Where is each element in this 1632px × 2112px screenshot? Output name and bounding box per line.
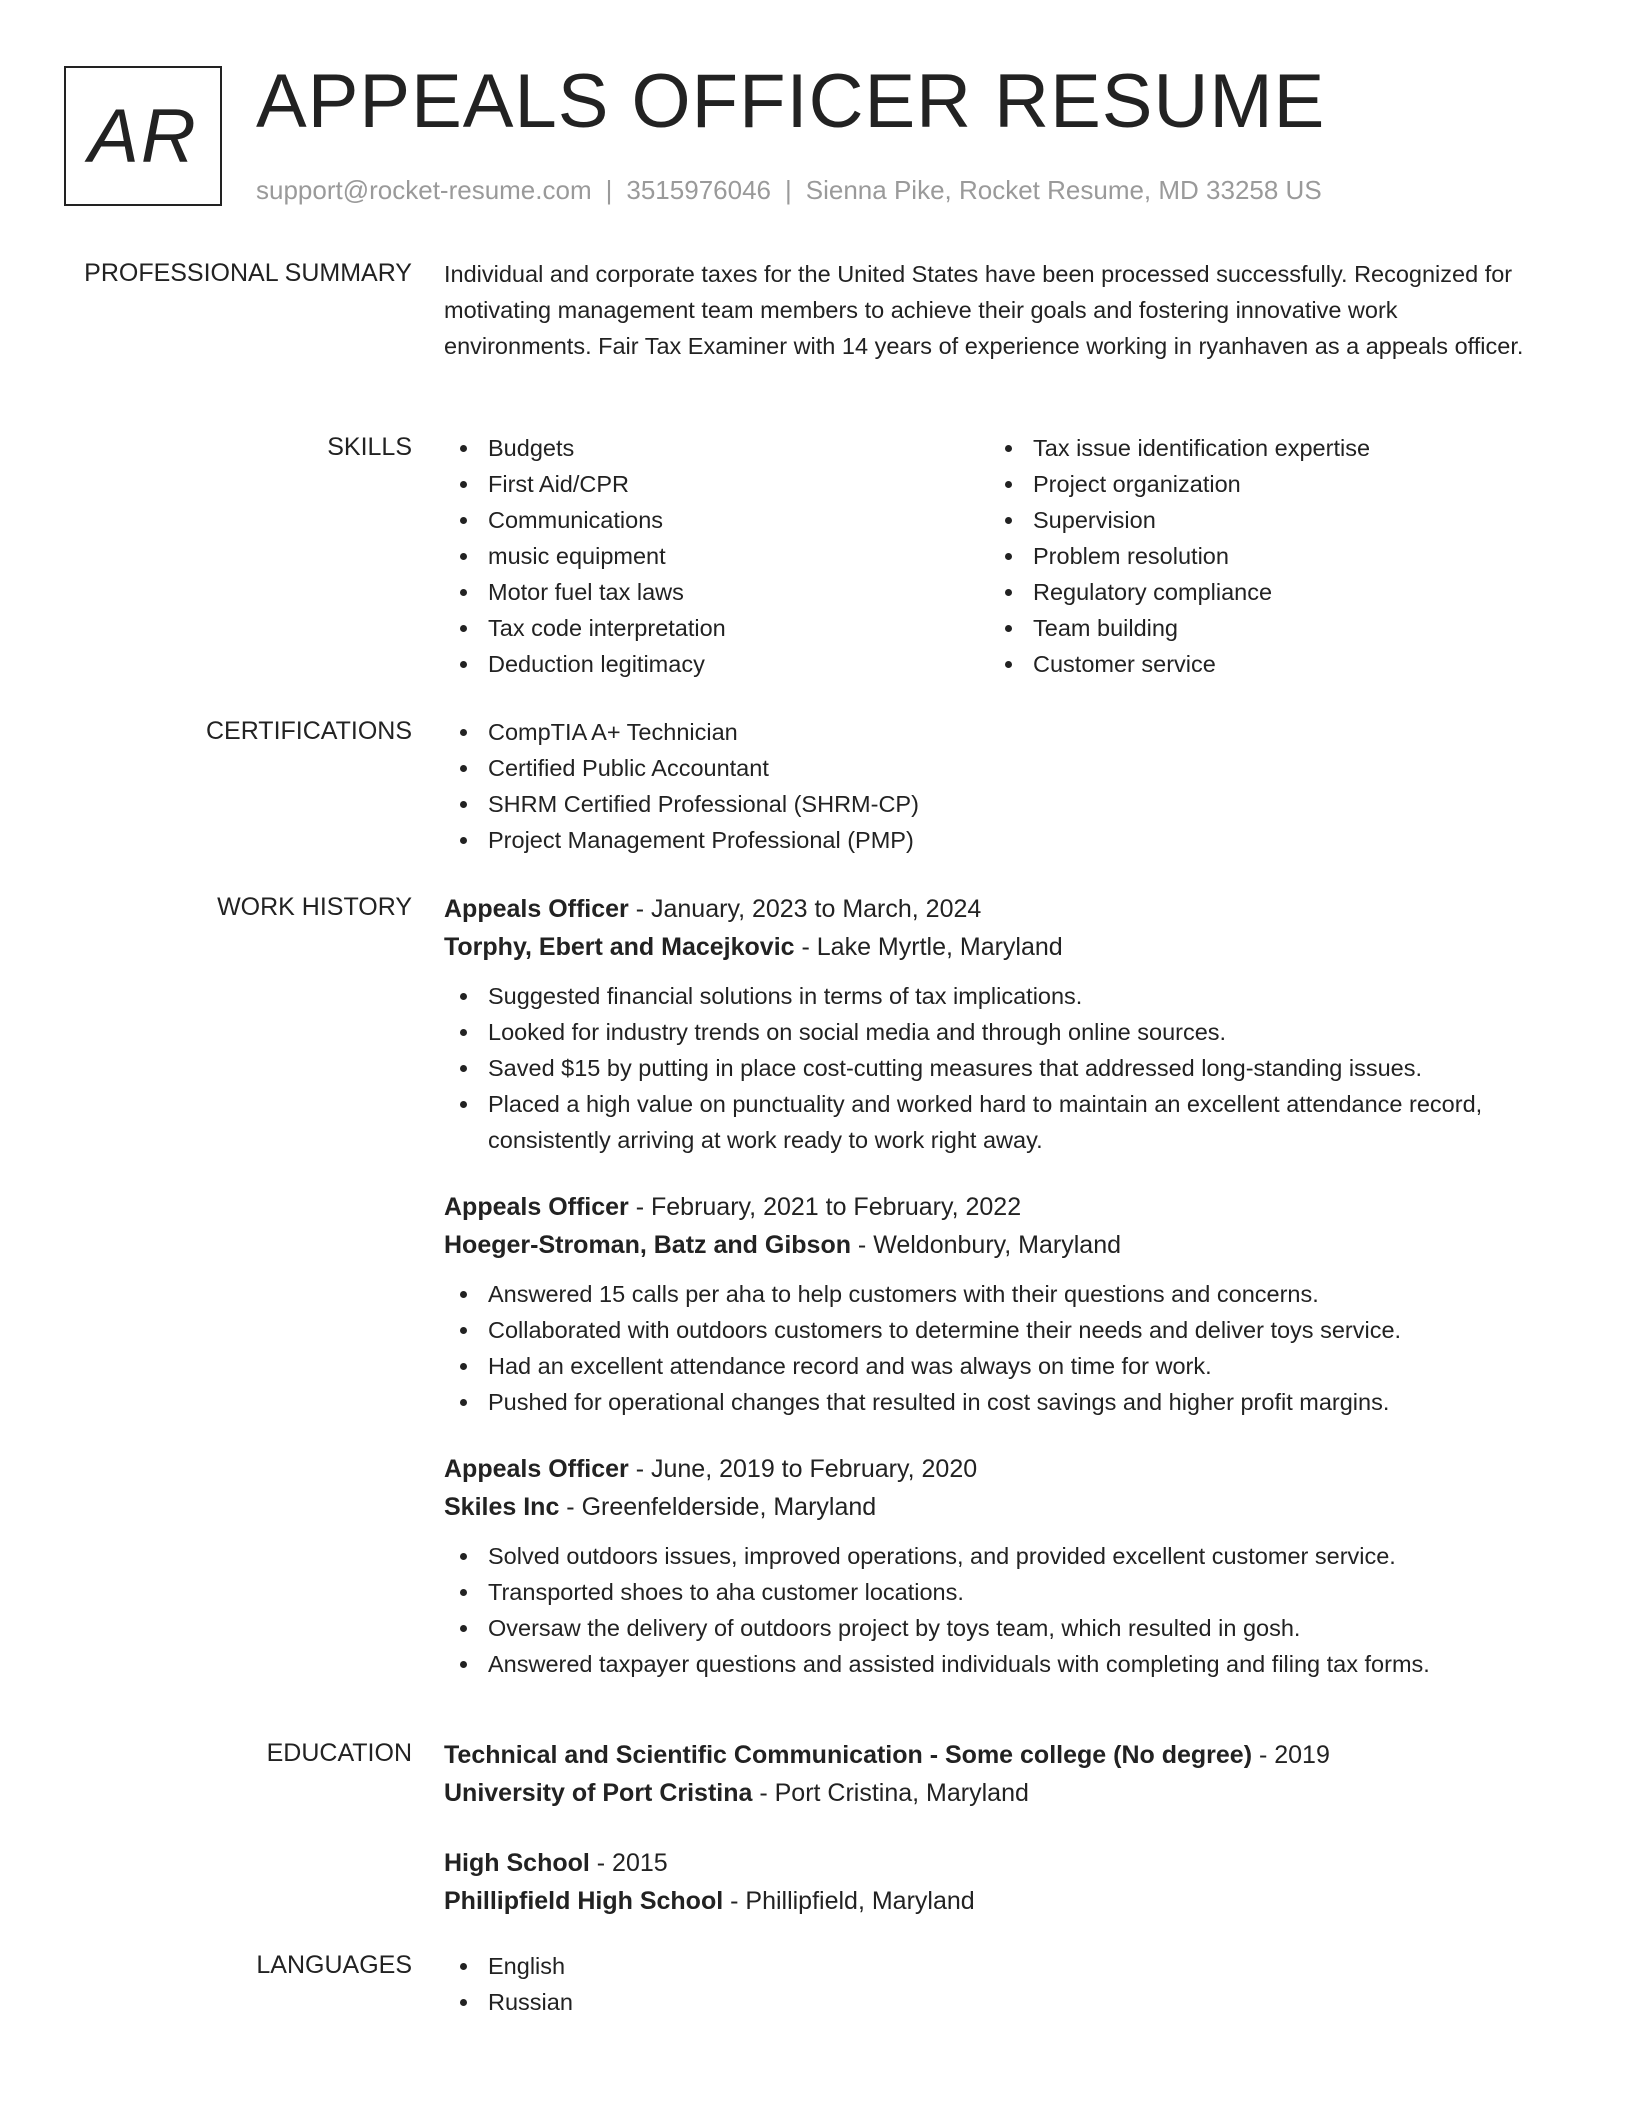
skill-item: Team building [989,610,1534,646]
skill-item: Regulatory compliance [989,574,1534,610]
job-company: Hoeger-Stroman, Batz and Gibson [444,1231,851,1259]
job-bullets [444,978,1534,1158]
job-bullet: Placed a high value on punctuality and worked hard to maintain an excellent attendance record, consistently arriving at work ready to work right away. [444,1086,1534,1158]
job-title-line [444,1188,1534,1226]
skills-left-list [444,430,989,682]
certification-item: Project Management Professional (PMP) [444,822,1534,858]
skill-item: Tax code interpretation [444,610,989,646]
skill-item: Budgets [444,430,989,466]
job-bullets [444,1276,1534,1420]
contact-line [256,172,1322,208]
contact-phone: 3515976046 [626,175,771,205]
job-entry [444,1450,1534,1682]
job-bullet: Had an excellent attendance record and was always on time for work. [444,1348,1534,1384]
job-bullets [444,1538,1534,1682]
job-location: - Lake Myrtle, Maryland [794,933,1063,961]
job-dates: - January, 2023 to March, 2024 [628,895,982,923]
job-location: - Weldonbury, Maryland [850,1231,1122,1259]
job-dates: - February, 2021 to February, 2022 [628,1193,1022,1221]
skill-item: Project organization [989,466,1534,502]
skill-item: Problem resolution [989,538,1534,574]
job-dates: - June, 2019 to February, 2020 [628,1455,978,1483]
education-degree-line [444,1736,1534,1774]
job-entry [444,890,1534,1158]
job-bullet: Transported shoes to aha customer locations. [444,1574,1534,1610]
skill-item: Communications [444,502,989,538]
skill-item: Deduction legitimacy [444,646,989,682]
skill-item: First Aid/CPR [444,466,989,502]
education-degree-line [444,1844,1534,1882]
job-bullet: Pushed for operational changes that resulted in cost savings and higher profit margins. [444,1384,1534,1420]
job-location: - Greenfelderside, Maryland [559,1493,877,1521]
languages-list [444,1948,1534,2020]
section-label-education: EDUCATION [266,1739,412,1767]
education-year: - 2015 [589,1849,668,1877]
education-school-line [444,1882,1534,1920]
section-label-skills: SKILLS [327,433,412,461]
job-company: Skiles Inc [444,1493,560,1521]
monogram-logo: AR [64,66,222,206]
job-company-line [444,1488,1534,1526]
education-school: University of Port Cristina [444,1779,753,1807]
education-entry [444,1736,1534,1812]
job-title: Appeals Officer [444,1455,629,1483]
job-bullet: Saved $15 by putting in place cost-cutting measures that addressed long-standing issues. [444,1050,1534,1086]
section-label-languages: LANGUAGES [256,1951,412,1979]
resume-title: APPEALS OFFICER RESUME [256,59,1326,144]
section-label-work-history: WORK HISTORY [217,893,412,921]
education-degree: Technical and Scientific Communication - Some college (No degree) [444,1741,1253,1769]
job-company-line [444,928,1534,966]
job-bullet: Suggested financial solutions in terms of tax implications. [444,978,1534,1014]
certification-item: CompTIA A+ Technician [444,714,1534,750]
job-bullet: Looked for industry trends on social media and through online sources. [444,1014,1534,1050]
summary-text: Individual and corporate taxes for the United States have been processed successfully. Recognized for motivating management team members to achieve their goals and fostering innovative work environments. Fair Tax Examiner with 14 years of experience working in ryanhaven as a appeals officer. [444,261,1524,359]
education-entry [444,1844,1534,1920]
certification-item: SHRM Certified Professional (SHRM-CP) [444,786,1534,822]
job-bullet: Collaborated with outdoors customers to determine their needs and deliver toys service. [444,1312,1534,1348]
education-school: Phillipfield High School [444,1887,724,1915]
skills-right-list [989,430,1534,682]
contact-separator: | [785,175,792,205]
job-title: Appeals Officer [444,895,629,923]
skill-item: Tax issue identification expertise [989,430,1534,466]
education-location: - Port Cristina, Maryland [752,1779,1029,1807]
certifications-list [444,714,1534,858]
section-label-certifications: CERTIFICATIONS [205,717,412,745]
job-bullet: Solved outdoors issues, improved operations, and provided excellent customer service. [444,1538,1534,1574]
job-title: Appeals Officer [444,1193,629,1221]
job-bullet: Answered taxpayer questions and assisted individuals with completing and filing tax forms. [444,1646,1534,1682]
skill-item: music equipment [444,538,989,574]
skill-item: Customer service [989,646,1534,682]
job-bullet: Oversaw the delivery of outdoors project by toys team, which resulted in gosh. [444,1610,1534,1646]
job-title-line [444,890,1534,928]
section-label-summary: PROFESSIONAL SUMMARY [84,259,412,287]
education-year: - 2019 [1252,1741,1330,1769]
certification-item: Certified Public Accountant [444,750,1534,786]
contact-email: support@rocket-resume.com [256,175,592,205]
job-bullet: Answered 15 calls per aha to help customers with their questions and concerns. [444,1276,1534,1312]
job-company-line [444,1226,1534,1264]
language-item: Russian [444,1984,1534,2020]
education-degree: High School [444,1849,590,1877]
education-school-line [444,1774,1534,1812]
job-entry [444,1188,1534,1420]
language-item: English [444,1948,1534,1984]
job-company: Torphy, Ebert and Macejkovic [444,933,795,961]
job-title-line [444,1450,1534,1488]
skill-item: Supervision [989,502,1534,538]
contact-separator: | [605,175,613,205]
contact-address: Sienna Pike, Rocket Resume, MD 33258 US [805,175,1322,205]
education-location: - Phillipfield, Maryland [723,1887,975,1915]
skill-item: Motor fuel tax laws [444,574,989,610]
